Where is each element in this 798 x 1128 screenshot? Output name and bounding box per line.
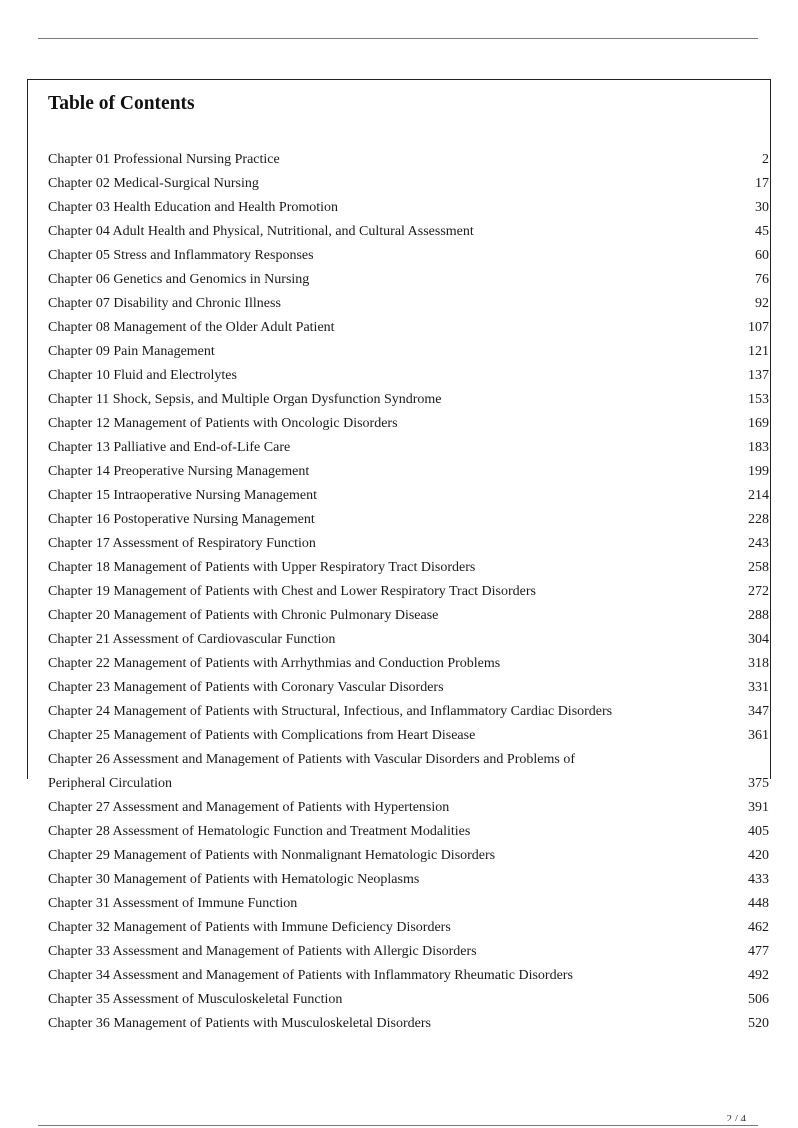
toc-entry-label: Chapter 21 Assessment of Cardiovascular Function xyxy=(48,632,336,647)
toc-title: Table of Contents xyxy=(48,93,195,114)
toc-entry-label: Chapter 03 Health Education and Health Promotion xyxy=(48,200,339,215)
toc-entry-label: Chapter 22 Management of Patients with Arrhythmias and Conduction Problems xyxy=(48,656,501,671)
toc-entry[interactable] xyxy=(48,844,770,868)
toc-entry-label: Chapter 07 Disability and Chronic Illness xyxy=(48,296,281,311)
toc-entry-label: Chapter 26 Assessment and Management of Patients with Vascular Disorders and Problems of Peripheral Circulation xyxy=(48,752,575,791)
toc-entry-label: Chapter 08 Management of the Older Adult Patient xyxy=(48,320,335,335)
toc-entry-page: 92 xyxy=(755,296,769,311)
toc-entry-page: 520 xyxy=(748,1016,769,1031)
toc-entry-page: 137 xyxy=(748,368,769,383)
toc-entry-label: Chapter 34 Assessment and Management of Patients with Inflammatory Rheumatic Disorders xyxy=(48,968,573,983)
toc-entry[interactable] xyxy=(48,1012,770,1036)
toc-entry-label: Chapter 01 Professional Nursing Practice xyxy=(48,152,280,167)
toc-entry-label: Chapter 29 Management of Patients with Nonmalignant Hematologic Disorders xyxy=(48,848,496,863)
toc-entry-page: 375 xyxy=(748,776,769,791)
toc-entry-page: 2 xyxy=(762,152,769,167)
toc-entry-label: Chapter 28 Assessment of Hematologic Function and Treatment Modalities xyxy=(48,824,471,839)
toc-entry[interactable] xyxy=(48,652,770,676)
toc-entry-label: Chapter 36 Management of Patients with Musculoskeletal Disorders xyxy=(48,1016,431,1031)
toc-entry-page: 433 xyxy=(748,872,769,887)
toc-entry-label: Chapter 12 Management of Patients with Oncologic Disorders xyxy=(48,416,398,431)
toc-entry-page: 272 xyxy=(748,584,769,599)
toc-entry-page: 391 xyxy=(748,800,769,815)
toc-entry[interactable] xyxy=(48,964,770,988)
toc-entry-label: Chapter 04 Adult Health and Physical, Nutritional, and Cultural Assessment xyxy=(48,224,474,239)
toc-entry-page: 17 xyxy=(755,176,769,191)
toc-entry-label: Chapter 10 Fluid and Electrolytes xyxy=(48,368,237,383)
toc-entry-page: 199 xyxy=(748,464,769,479)
toc-entry-page: 214 xyxy=(748,488,769,503)
toc-entry-page: 60 xyxy=(755,248,769,263)
toc-entry-label: Chapter 14 Preoperative Nursing Management xyxy=(48,464,310,479)
table-of-contents xyxy=(27,79,771,1031)
toc-entry[interactable] xyxy=(48,940,770,964)
toc-entry-label: Chapter 23 Management of Patients with Coronary Vascular Disorders xyxy=(48,680,444,695)
toc-entry-label: Chapter 16 Postoperative Nursing Management xyxy=(48,512,315,527)
toc-entry[interactable] xyxy=(48,892,770,916)
toc-entry-label: Chapter 05 Stress and Inflammatory Responses xyxy=(48,248,314,263)
toc-entry-page: 30 xyxy=(755,200,769,215)
toc-entry[interactable] xyxy=(48,460,770,484)
toc-entry-label: Chapter 35 Assessment of Musculoskeletal Function xyxy=(48,992,343,1007)
toc-entry-page: 477 xyxy=(748,944,769,959)
toc-entry-page: 462 xyxy=(748,920,769,935)
toc-entry-page: 153 xyxy=(748,392,769,407)
toc-entry-page: 361 xyxy=(748,728,769,743)
toc-entry[interactable] xyxy=(48,556,770,580)
header-rule xyxy=(38,38,758,39)
toc-entry[interactable] xyxy=(48,796,770,820)
toc-entry-page: 45 xyxy=(755,224,769,239)
footer-rule xyxy=(38,1125,758,1126)
toc-entry[interactable] xyxy=(48,916,770,940)
toc-entry-page: 331 xyxy=(748,680,769,695)
toc-list xyxy=(48,148,770,1036)
toc-entry-label: Chapter 13 Palliative and End-of-Life Care xyxy=(48,440,291,455)
toc-entry-label: Chapter 27 Assessment and Management of Patients with Hypertension xyxy=(48,800,450,815)
toc-entry[interactable] xyxy=(48,820,770,844)
toc-entry-page: 243 xyxy=(748,536,769,551)
toc-entry[interactable] xyxy=(48,244,770,268)
toc-entry[interactable] xyxy=(48,628,770,652)
toc-entry-label: Chapter 15 Intraoperative Nursing Management xyxy=(48,488,318,503)
toc-entry[interactable] xyxy=(48,604,770,628)
toc-entry[interactable] xyxy=(48,532,770,556)
toc-entry-label: Chapter 02 Medical-Surgical Nursing xyxy=(48,176,259,191)
toc-entry[interactable] xyxy=(48,580,770,604)
toc-entry-label: Chapter 19 Management of Patients with Chest and Lower Respiratory Tract Disorders xyxy=(48,584,536,599)
toc-entry[interactable] xyxy=(48,676,770,700)
toc-entry-page: 169 xyxy=(748,416,769,431)
toc-entry-label: Chapter 25 Management of Patients with Complications from Heart Disease xyxy=(48,728,476,743)
toc-entry-page: 492 xyxy=(748,968,769,983)
toc-entry[interactable] xyxy=(48,340,770,364)
toc-entry[interactable] xyxy=(48,412,770,436)
toc-entry[interactable] xyxy=(48,388,770,412)
toc-entry-page: 347 xyxy=(748,704,769,719)
toc-entry[interactable] xyxy=(48,316,770,340)
toc-entry-label: Chapter 20 Management of Patients with Chronic Pulmonary Disease xyxy=(48,608,439,623)
toc-entry-page: 258 xyxy=(748,560,769,575)
page-number: 2 / 4 xyxy=(726,1113,746,1121)
toc-entry-label: Chapter 06 Genetics and Genomics in Nursing xyxy=(48,272,310,287)
toc-entry-label: Chapter 17 Assessment of Respiratory Function xyxy=(48,536,316,551)
toc-entry[interactable] xyxy=(48,364,770,388)
toc-entry[interactable] xyxy=(48,700,770,724)
toc-entry-page: 228 xyxy=(748,512,769,527)
toc-entry-label: Chapter 24 Management of Patients with Structural, Infectious, and Inflammatory Cardiac Disorders xyxy=(48,704,613,719)
toc-entry-page: 405 xyxy=(748,824,769,839)
toc-entry-page: 183 xyxy=(748,440,769,455)
toc-entry[interactable] xyxy=(48,484,770,508)
toc-entry-label: Chapter 33 Assessment and Management of Patients with Allergic Disorders xyxy=(48,944,477,959)
toc-entry-page: 107 xyxy=(748,320,769,335)
toc-entry-page: 288 xyxy=(748,608,769,623)
toc-entry[interactable] xyxy=(48,148,770,172)
toc-entry-page: 506 xyxy=(748,992,769,1007)
toc-entry[interactable] xyxy=(48,220,770,244)
toc-entry-label: Chapter 09 Pain Management xyxy=(48,344,215,359)
toc-entry-label: Chapter 30 Management of Patients with Hematologic Neoplasms xyxy=(48,872,420,887)
toc-entry[interactable] xyxy=(48,196,770,220)
toc-entry[interactable] xyxy=(48,292,770,316)
toc-entry-page: 304 xyxy=(748,632,769,647)
toc-entry-page: 448 xyxy=(748,896,769,911)
toc-entry-label: Chapter 32 Management of Patients with Immune Deficiency Disorders xyxy=(48,920,451,935)
toc-entry-page: 121 xyxy=(748,344,769,359)
toc-entry-page: 76 xyxy=(755,272,769,287)
toc-entry[interactable] xyxy=(48,172,770,196)
toc-entry-label: Chapter 11 Shock, Sepsis, and Multiple Organ Dysfunction Syndrome xyxy=(48,392,442,407)
toc-entry-page: 318 xyxy=(748,656,769,671)
toc-entry[interactable] xyxy=(48,268,770,292)
toc-entry[interactable] xyxy=(48,436,770,460)
toc-entry[interactable] xyxy=(48,868,770,892)
toc-entry-label: Chapter 18 Management of Patients with Upper Respiratory Tract Disorders xyxy=(48,560,476,575)
toc-entry[interactable] xyxy=(48,724,770,748)
toc-entry-page: 420 xyxy=(748,848,769,863)
toc-entry-label: Chapter 31 Assessment of Immune Function xyxy=(48,896,298,911)
toc-entry[interactable] xyxy=(48,988,770,1012)
toc-entry[interactable] xyxy=(48,508,770,532)
toc-entry[interactable] xyxy=(48,748,770,796)
